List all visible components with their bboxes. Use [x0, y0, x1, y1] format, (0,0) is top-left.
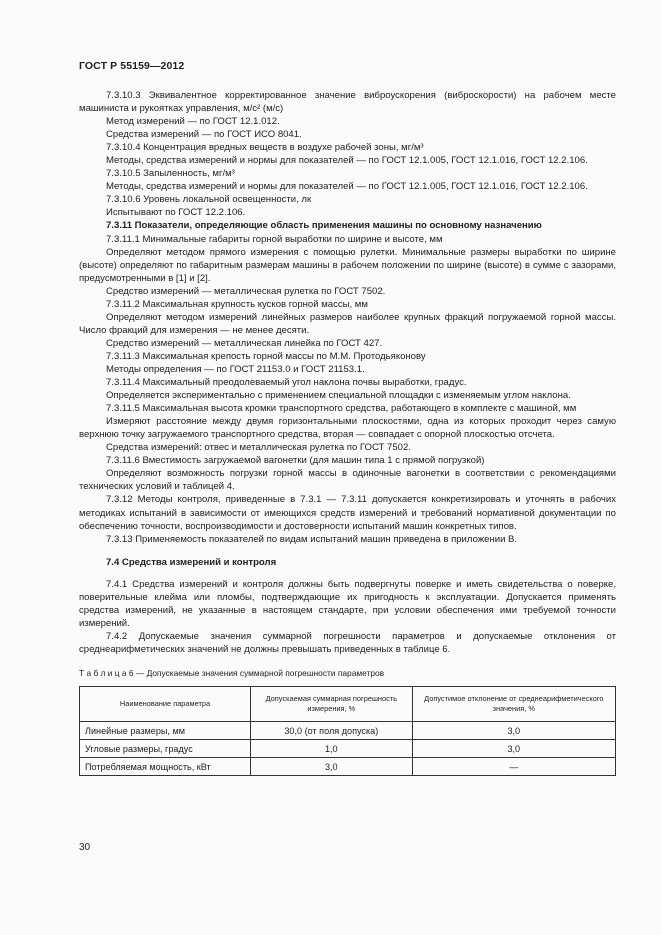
paragraph: Средства измерений — по ГОСТ ИСО 8041. — [106, 129, 302, 141]
page-number: 30 — [79, 842, 91, 853]
paragraph: Методы, средства измерений и нормы для показателей — по ГОСТ 12.1.005, ГОСТ 12.1.016, ГОСТ 12.2.106. — [106, 181, 588, 193]
paragraph: Определяют возможность погрузки горной массы в одиночные вагонетки в соответствии с рекомендациями технических условий и таблицей 4. — [79, 468, 616, 493]
paragraph: 7.4.1 Средства измерений и контроля должны быть подвергнуты поверке и иметь свидетельства о поверке, поверительные клейма или пломбы, подтверждающие их пригодность к эксплуатации. Допускается применять средства измерений, не указанные в настоящем стандарте, при условии обеспечения ими требуемой точности измерений. — [79, 578, 616, 629]
paragraph: 7.4.2 Допускаемые значения суммарной погрешности параметров и допускаемые отклонения от среднеарифметических значений не должны превышать приведенных в таблице 6. — [79, 630, 616, 655]
table-header-cell: Наименование параметра — [80, 687, 251, 722]
paragraph: 7.3.11.2 Максимальная крупность кусков горной массы, мм — [106, 298, 368, 310]
paragraph: Определяют методом прямого измерения с помощью рулетки. Минимальные размеры выработки по ширине (высоте) определяют по габаритным размерам машины в рабочем положении по ширине (высоте) в сумме с зазорами, предусмотренными в [1] и [2]. — [79, 246, 616, 284]
paragraph: 7.3.11.3 Максимальная крепость горной массы по М.М. Протодьяконову — [106, 350, 426, 362]
table-header-row — [80, 687, 616, 722]
paragraph: 7.3.11.1 Минимальные габариты горной выработки по ширине и высоте, мм — [106, 233, 443, 245]
table-cell: 1,0 — [251, 740, 413, 758]
table-header-cell: Допустимое отклонение от среднеарифметического значения, % — [412, 687, 615, 722]
paragraph: Метод измерений — по ГОСТ 12.1.012. — [106, 116, 280, 128]
table-cell: 3,0 — [251, 758, 413, 776]
table-cell: Линейные размеры, мм — [80, 722, 251, 740]
paragraph: 7.3.11.5 Максимальная высота кромки транспортного средства, работающего в комплекте с машиной, мм — [106, 403, 577, 415]
table-cell: Потребляемая мощность, кВт — [80, 758, 251, 776]
paragraph: 7.3.10.4 Концентрация вредных веществ в воздухе рабочей зоны, мг/м³ — [106, 142, 424, 154]
table-row — [80, 722, 616, 740]
paragraph: Методы определения — по ГОСТ 21153.0 и ГОСТ 21153.1. — [106, 363, 365, 375]
table-cell: 3,0 — [412, 722, 615, 740]
paragraph: Средства измерений: отвес и металлическая рулетка по ГОСТ 7502. — [106, 442, 411, 454]
paragraph: Методы, средства измерений и нормы для показателей — по ГОСТ 12.1.005, ГОСТ 12.1.016, ГОСТ 12.2.106. — [106, 155, 588, 167]
table-row — [80, 758, 616, 776]
section-title: 7.4 Средства измерений и контроля — [106, 556, 277, 568]
paragraph: 7.3.10.3 Эквивалентное корректированное значение виброускорения (виброскорости) на рабочем месте машиниста и рукоятках управления, м/с² (м/с) — [79, 90, 616, 115]
paragraph: Определяется экспериментально с применением специальной площадки с изменяемым углом наклона. — [106, 390, 571, 402]
paragraph: 7.3.11.4 Максимальный преодолеваемый угол наклона почвы выработки, градус. — [106, 377, 467, 389]
subsection-heading: 7.3.11 Показатели, определяющие область применения машины по основному назначению — [106, 220, 542, 232]
document-body — [79, 89, 616, 776]
table-cell: — — [412, 758, 615, 776]
document-header: ГОСТ Р 55159—2012 — [79, 60, 185, 72]
paragraph: 7.3.10.5 Запыленность, мг/м³ — [106, 168, 235, 180]
table-cell: 30,0 (от поля допуска) — [251, 722, 413, 740]
paragraph: Средство измерений — металлическая линейка по ГОСТ 427. — [106, 337, 383, 349]
paragraph: 7.3.12 Методы контроля, приведенные в 7.3.1 — 7.3.11 допускается конкретизировать и уточнять в рабочих методиках испытаний в зависимости от имеющихся средств измерений и требований нормативной документации по обеспечению точности, воспроизводимости и достоверности испытаний машин конкретных типов. — [79, 494, 616, 532]
paragraph: Испытывают по ГОСТ 12.2.106. — [106, 207, 246, 219]
table-row — [80, 740, 616, 758]
paragraph: 7.3.11.6 Вместимость загружаемой вагонетки (для машин типа 1 с прямой погрузкой) — [106, 455, 485, 467]
table-cell: Угловые размеры, градус — [80, 740, 251, 758]
paragraph: Измеряют расстояние между двумя горизонтальными плоскостями, одна из которых проходит через самую верхнюю точку загружаемого транспортного средства, вторая — совпадает с опорной плоскостью отсчета. — [79, 416, 616, 441]
paragraph: 7.3.13 Применяемость показателей по видам испытаний машин приведена в приложении В. — [106, 533, 518, 545]
table-caption: Т а б л и ц а 6 — Допускаемые значения суммарной погрешности параметров — [79, 667, 385, 678]
table-header-cell: Допускаемая суммарная погрешность измерения, % — [251, 687, 413, 722]
table-cell: 3,0 — [412, 740, 615, 758]
paragraph: 7.3.10.6 Уровень локальной освещенности, лк — [106, 194, 312, 206]
paragraph: Определяют методом измерений линейных размеров наиболее крупных фракций погружаемой горной массы. Число фракций для измерения — не менее десяти. — [79, 311, 616, 336]
paragraph: Средство измерений — металлическая рулетка по ГОСТ 7502. — [106, 285, 386, 297]
parameters-table — [79, 686, 616, 776]
